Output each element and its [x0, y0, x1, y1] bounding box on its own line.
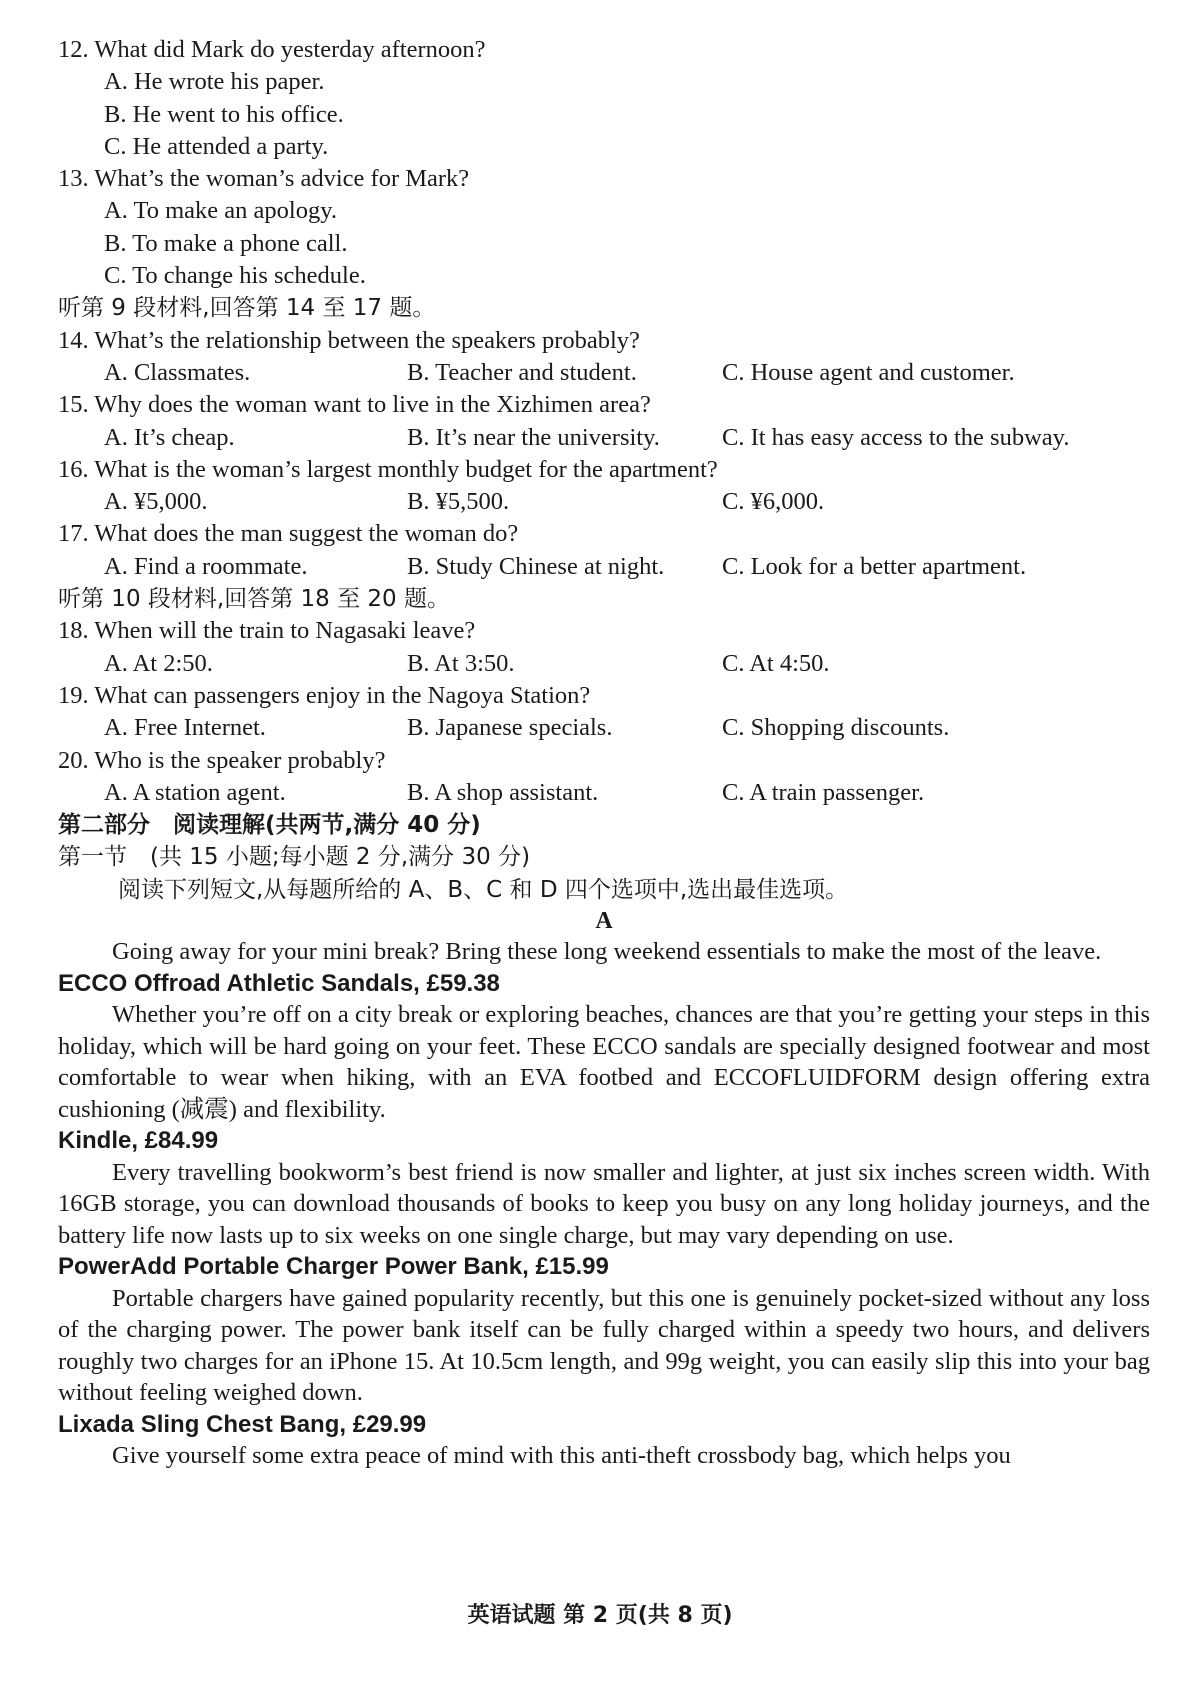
passage-label: A: [595, 908, 613, 935]
q17-options: [58, 551, 1150, 583]
reading-instructions: 阅读下列短文,从每题所给的 A、B、C 和 D 四个选项中,选出最佳选项。: [118, 876, 849, 903]
question-16: 16. What is the woman’s largest monthly budget for the apartment?: [58, 455, 718, 483]
part-2-title: 第二部分 阅读理解(共两节,满分 40 分): [58, 812, 481, 839]
question-17: 17. What does the man suggest the woman do?: [58, 520, 519, 548]
q19-options: [58, 712, 1150, 744]
q18-options: [58, 648, 1150, 680]
passage-intro: Going away for your mini break? Bring these long weekend essentials to make the most of the leave.: [112, 938, 1102, 966]
question-20: 20. Who is the speaker probably?: [58, 746, 386, 774]
q15-option-b: B. It’s near the university.: [407, 423, 660, 451]
q14-option-a: A. Classmates.: [104, 358, 251, 386]
exam-page: [58, 34, 1150, 1472]
item-title-power-bank: PowerAdd Portable Charger Power Bank, £15.99: [58, 1253, 609, 1281]
q19-option-c: C. Shopping discounts.: [722, 714, 950, 742]
q12-option-a: A. He wrote his paper.: [104, 68, 325, 96]
q19-option-a: A. Free Internet.: [104, 714, 266, 742]
q19-option-b: B. Japanese specials.: [407, 714, 613, 742]
question-18: 18. When will the train to Nagasaki leave?: [58, 617, 476, 645]
passage-10-header: 听第 10 段材料,回答第 18 至 20 题。: [58, 586, 450, 613]
question-15: 15. Why does the woman want to live in the Xizhimen area?: [58, 391, 651, 419]
q14-option-c: C. House agent and customer.: [722, 358, 1015, 386]
q16-option-c: C. ¥6,000.: [722, 488, 825, 516]
q13-option-a: A. To make an apology.: [104, 197, 338, 225]
item-title-sandals: ECCO Offroad Athletic Sandals, £59.38: [58, 969, 500, 997]
section-1-title: 第一节 (共 15 小题;每小题 2 分,满分 30 分): [58, 844, 531, 871]
q13-option-b: B. To make a phone call.: [104, 229, 348, 257]
item-text-power-bank: Portable chargers have gained popularity recently, but this one is genuinely pocket-sized without any loss of the charging power. The power bank itself can be fully charged within a speedy two hours, and delivers roughly two charges for an iPhone 15. At 10.5cm length, and 99g weight, you can easily slip this into your bag without feeling weighed down.: [58, 1284, 1150, 1407]
q15-options: [58, 422, 1150, 454]
question-13: 13. What’s the woman’s advice for Mark?: [58, 165, 470, 193]
q18-option-c: C. At 4:50.: [722, 649, 830, 677]
question-14: 14. What’s the relationship between the speakers probably?: [58, 326, 640, 354]
item-text-sandals: Whether you’re off on a city break or exploring beaches, chances are that you’re getting your steps in this holiday, which will be hard going on your feet. These ECCO sandals are specially designed footwear and most comfortable to wear when hiking, with an EVA footbed and ECCOFLUIDFORM design offering extra cushioning (减震) and flexibility.: [58, 1001, 1150, 1123]
q20-option-a: A. A station agent.: [104, 778, 286, 806]
q16-options: [58, 486, 1150, 518]
item-text-kindle: Every travelling bookworm’s best friend is now smaller and lighter, at just six inches screen width. With 16GB storage, you can download thousands of books to keep you busy on any long holiday journeys, and the battery life now lasts up to six weeks on one single charge, but may vary depending on use.: [58, 1158, 1150, 1249]
q15-option-c: C. It has easy access to the subway.: [722, 423, 1070, 451]
q12-option-c: C. He attended a party.: [104, 132, 329, 160]
q12-option-b: B. He went to his office.: [104, 100, 344, 128]
q18-option-b: B. At 3:50.: [407, 649, 515, 677]
question-12: 12. What did Mark do yesterday afternoon?: [58, 36, 486, 63]
item-text-sling-bag: Give yourself some extra peace of mind with this anti-theft crossbody bag, which helps you: [112, 1442, 1011, 1470]
q16-option-a: A. ¥5,000.: [104, 488, 208, 516]
item-title-sling-bag: Lixada Sling Chest Bang, £29.99: [58, 1410, 427, 1438]
q17-option-b: B. Study Chinese at night.: [407, 552, 665, 580]
passage-9-header: 听第 9 段材料,回答第 14 至 17 题。: [58, 295, 436, 322]
q20-options: [58, 777, 1150, 809]
q17-option-c: C. Look for a better apartment.: [722, 552, 1027, 580]
question-19: 19. What can passengers enjoy in the Nagoya Station?: [58, 681, 591, 709]
q15-option-a: A. It’s cheap.: [104, 423, 235, 451]
page-footer: 英语试题 第 2 页(共 8 页): [467, 1603, 733, 1628]
item-title-kindle: Kindle, £84.99: [58, 1127, 219, 1155]
q14-options: [58, 357, 1150, 389]
q17-option-a: A. Find a roommate.: [104, 552, 308, 580]
q20-option-c: C. A train passenger.: [722, 778, 925, 806]
q18-option-a: A. At 2:50.: [104, 649, 213, 677]
q20-option-b: B. A shop assistant.: [407, 778, 599, 806]
q14-option-b: B. Teacher and student.: [407, 358, 637, 386]
q16-option-b: B. ¥5,500.: [407, 488, 510, 516]
q13-option-c: C. To change his schedule.: [104, 262, 366, 290]
